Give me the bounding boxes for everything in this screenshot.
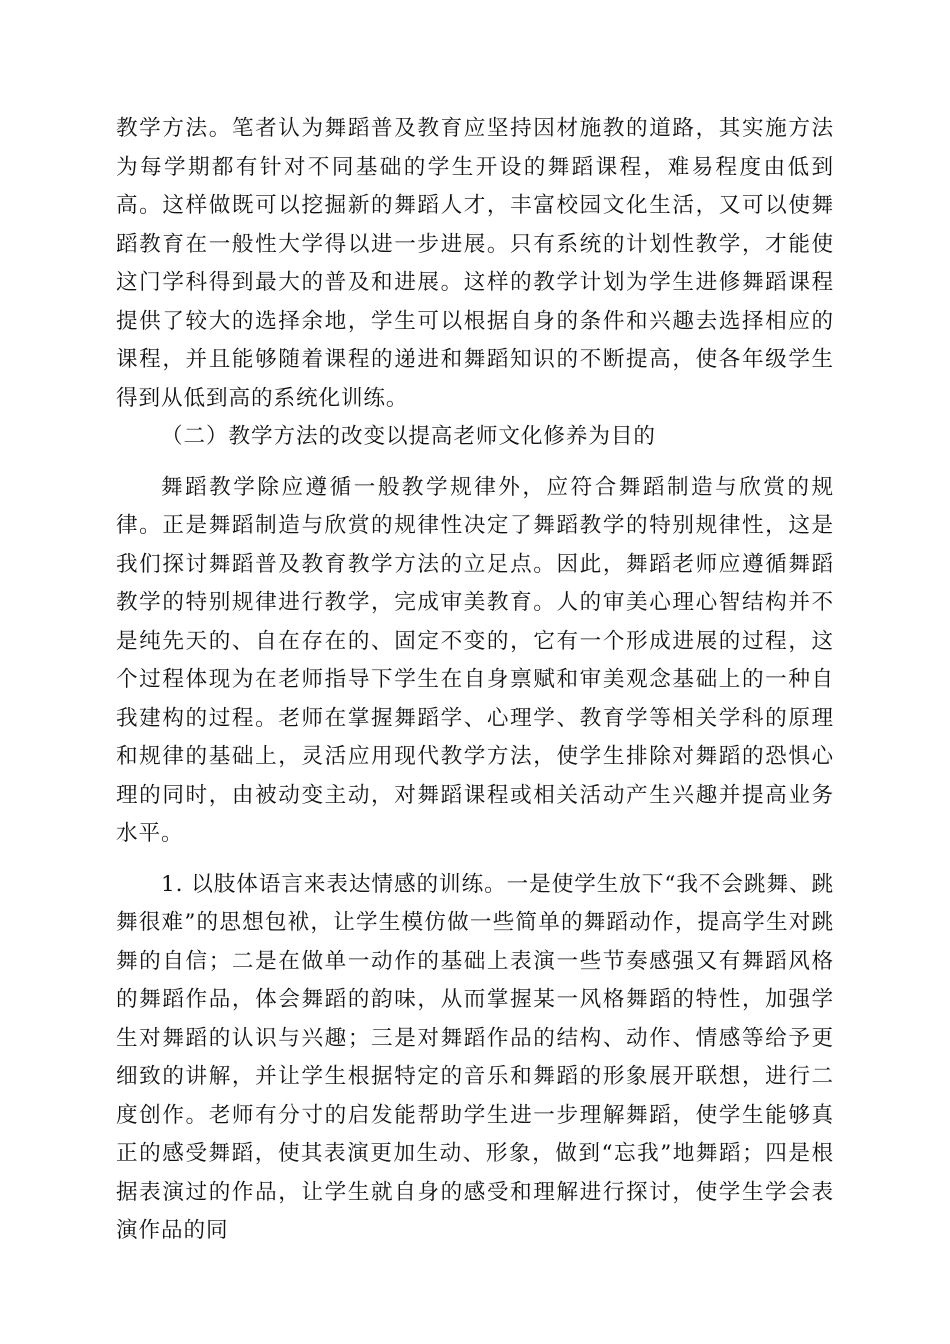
document-page bbox=[116, 110, 834, 1251]
paragraph-dance-teaching-rules: 舞蹈教学除应遵循一般教学规律外，应符合舞蹈制造与欣赏的规律。正是舞蹈制造与欣赏的规律性决定了舞蹈教学的特别规律性，这是我们探讨舞蹈普及教育教学方法的立足点。因此，舞蹈老师应遵循舞蹈教学的特别规律进行教学，完成审美教育。人的审美心理心智结构并不是纯先天的、自在存在的、固定不变的，它有一个形成进展的过程，这个过程体现为在老师指导下学生在自身禀赋和审美观念基础上的一种自我建构的过程。老师在掌握舞蹈学、心理学、教育学等相关学科的原理和规律的基础上，灵活应用现代教学方法，使学生排除对舞蹈的恐惧心理的同时，由被动变主动，对舞蹈课程或相关活动产生兴趣并提高业务水平。 bbox=[116, 474, 834, 846]
paragraph-teaching-methods: 教学方法。笔者认为舞蹈普及教育应坚持因材施教的道路，其实施方法为每学期都有针对不同基础的学生开设的舞蹈课程，难易程度由低到高。这样做既可以挖掘新的舞蹈人才，丰富校园文化生活，又可以使舞蹈教育在一般性大学得以进一步进展。只有系统的计划性教学，才能使这门学科得到最大的普及和进展。这样的教学计划为学生进修舞蹈课程提供了较大的选择余地，学生可以根据自身的条件和兴趣去选择相应的课程，并且能够随着课程的递进和舞蹈知识的不断提高，使各年级学生得到从低到高的系统化训练。 bbox=[116, 116, 834, 411]
paragraph-body-language-training: 1. 以肢体语言来表达情感的训练。一是使学生放下“我不会跳舞、跳舞很难”的思想包袱，让学生模仿做一些简单的舞蹈动作，提高学生对跳舞的自信；二是在做单一动作的基础上表演一些节奏感强又有舞蹈风格的舞蹈作品，体会舞蹈的韵味，从而掌握某一风格舞蹈的特性，加强学生对舞蹈的认识与兴趣；三是对舞蹈作品的结构、动作、情感等给予更细致的讲解，并让学生根据特定的音乐和舞蹈的形象展开联想，进行二度创作。老师有分寸的启发能帮助学生进一步理解舞蹈，使学生能够真正的感受舞蹈，使其表演更加生动、形象，做到“忘我”地舞蹈；四是根据表演过的作品，让学生就自身的感受和理解进行探讨，使学生学会表演作品的同 bbox=[116, 871, 834, 1243]
section-heading: （二）教学方法的改变以提高老师文化修养为目的 bbox=[161, 424, 656, 449]
